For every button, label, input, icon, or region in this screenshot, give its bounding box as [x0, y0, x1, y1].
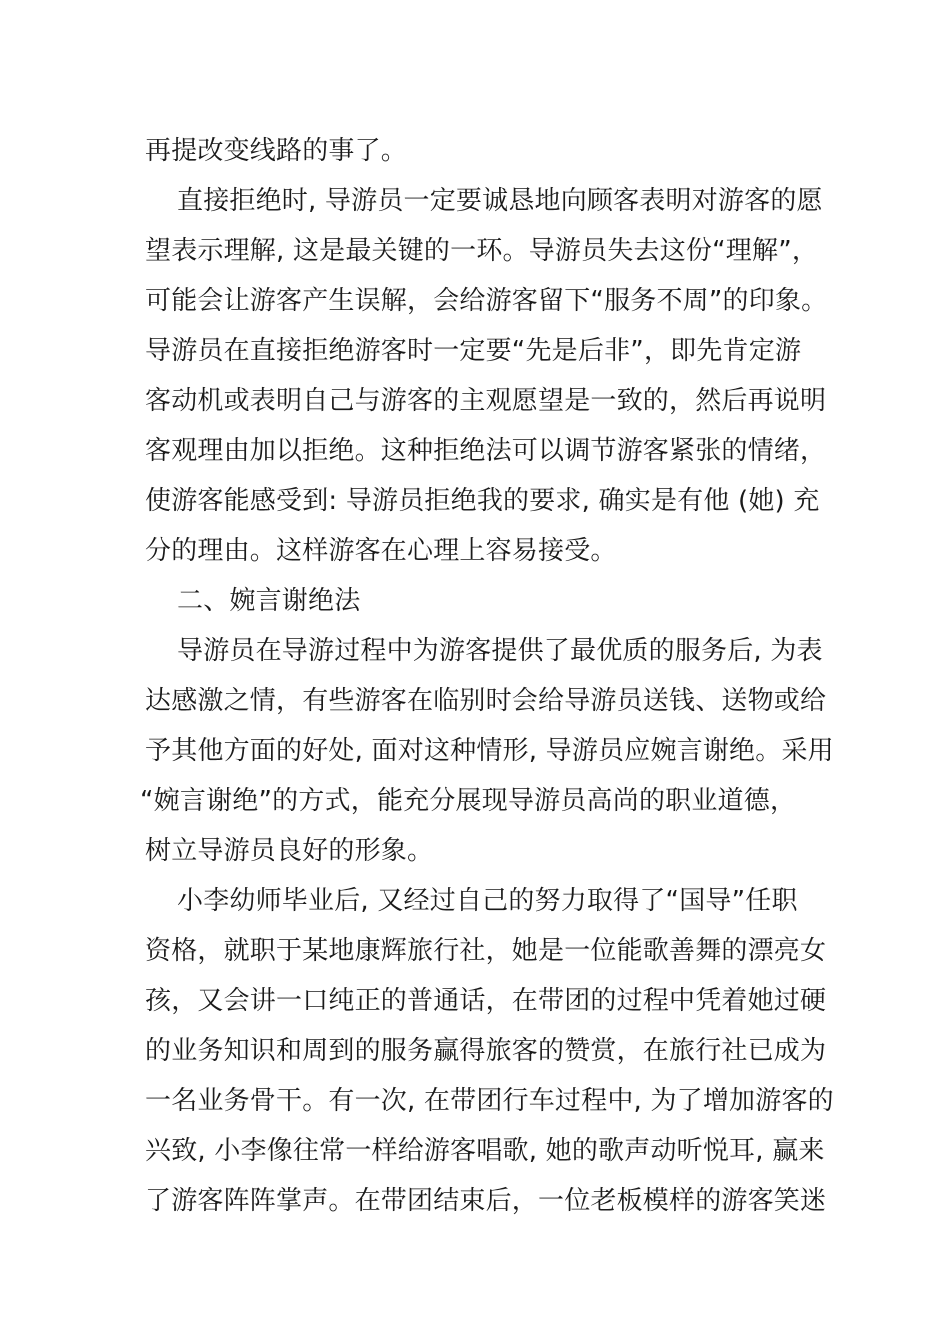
text-line: 孩，又会讲一口纯正的普通话，在带团的过程中凭着她过硬	[145, 986, 827, 1016]
text-line: “婉言谢绝”的方式，能充分展现导游员高尚的职业道德，	[140, 786, 797, 816]
text-line: 使游客能感受到: 导游员拒绝我的要求, 确实是有他 (她) 充	[145, 486, 820, 516]
text-line: 的业务知识和周到的服务赢得旅客的赞赏，在旅行社已成为	[145, 1036, 827, 1066]
text-line: 达感激之情，有些游客在临别时会给导游员送钱、送物或给	[145, 686, 827, 716]
text-line: 可能会让游客产生误解，会给游客留下“服务不周”的印象。	[145, 286, 828, 316]
text-line: 兴致, 小李像往常一样给游客唱歌, 她的歌声动听悦耳, 赢来	[145, 1136, 825, 1166]
text-line: 树立导游员良好的形象。	[145, 836, 434, 866]
section-heading: 二、婉言谢绝法	[177, 586, 361, 616]
text-line: 导游员在直接拒绝游客时一定要“先是后非”，即先肯定游	[145, 336, 802, 366]
paragraph-first-line: 导游员在导游过程中为游客提供了最优质的服务后, 为表	[177, 636, 823, 666]
text-line: 客动机或表明自己与游客的主观愿望是一致的，然后再说明	[145, 386, 827, 416]
text-line: 予其他方面的好处, 面对这种情形, 导游员应婉言谢绝。采用	[145, 736, 834, 766]
text-line: 客观理由加以拒绝。这种拒绝法可以调节游客紧张的情绪，	[145, 436, 827, 466]
text-line: 分的理由。这样游客在心理上容易接受。	[145, 536, 617, 566]
paragraph-first-line: 直接拒绝时, 导游员一定要诚恳地向顾客表明对游客的愿	[177, 186, 823, 216]
text-line: 资格，就职于某地康辉旅行社，她是一位能歌善舞的漂亮女	[145, 936, 827, 966]
text-line: 了游客阵阵掌声。在带团结束后，一位老板模样的游客笑迷	[145, 1186, 827, 1216]
paragraph-first-line: 小李幼师毕业后, 又经过自己的努力取得了“国导”任职	[177, 886, 798, 916]
text-line: 再提改变线路的事了。	[145, 136, 408, 166]
text-line: 望表示理解, 这是最关键的一环。导游员失去这份“理解”，	[145, 236, 819, 266]
text-line: 一名业务骨干。有一次, 在带团行车过程中, 为了增加游客的	[145, 1086, 834, 1116]
